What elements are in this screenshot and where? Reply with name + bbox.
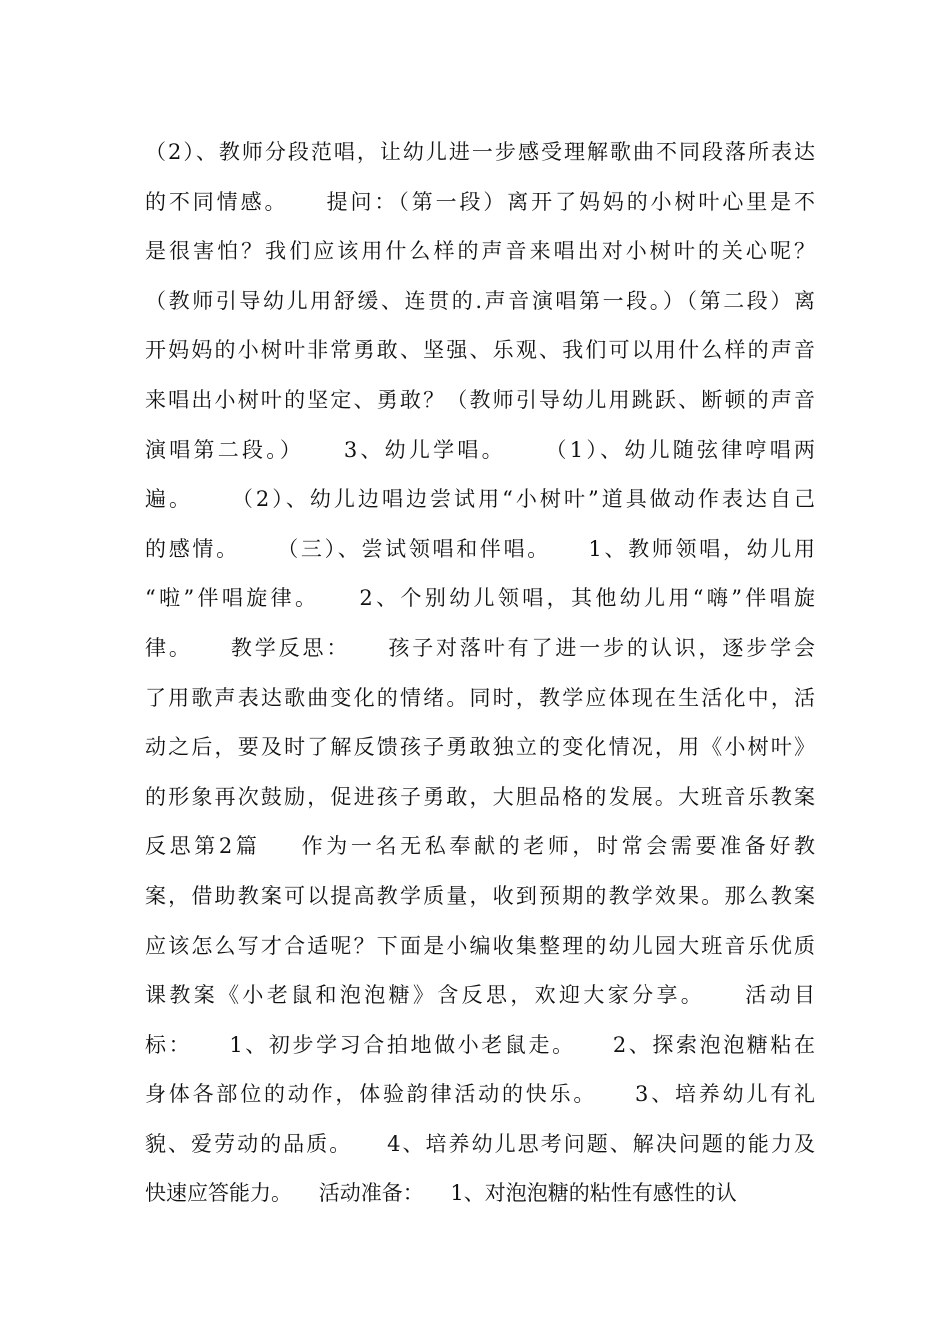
text-line-8: 遍。 （2）、幼儿边唱边尝试用“小树叶”道具做动作表达自己 bbox=[145, 487, 815, 512]
text-line-4: （教师引导幼儿用舒缓、连贯的.声音演唱第一段。）（第二段）离 bbox=[145, 288, 815, 313]
text-line-14: 的形象再次鼓励，促进孩子勇敢，大胆品格的发展。大班音乐教案 bbox=[145, 784, 815, 809]
text-line-21: 貌、爱劳动的品质。 4、培养幼儿思考问题、解决问题的能力及 bbox=[145, 1131, 815, 1156]
text-line-16: 案，借助教案可以提高教学质量，收到预期的教学效果。那么教案 bbox=[145, 883, 815, 908]
text-line-18: 课教案《小老鼠和泡泡糖》含反思，欢迎大家分享。 活动目 bbox=[145, 983, 815, 1008]
text-line-3: 是很害怕？我们应该用什么样的声音来唱出对小树叶的关心呢？ bbox=[145, 239, 815, 264]
text-line-1: （2）、教师分段范唱，让幼儿进一步感受理解歌曲不同段落所表达 bbox=[145, 140, 815, 164]
text-line-19: 标： 1、初步学习合拍地做小老鼠走。 2、探索泡泡糖粘在 bbox=[145, 1032, 815, 1057]
text-line-6: 来唱出小树叶的坚定、勇敢？（教师引导幼儿用跳跃、断顿的声音 bbox=[145, 387, 815, 412]
text-line-15: 反思第2篇 作为一名无私奉献的老师，时常会需要准备好教 bbox=[145, 834, 815, 859]
text-line-2: 的不同情感。 提问：（第一段）离开了妈妈的小树叶心里是不 bbox=[145, 189, 815, 214]
text-line-11: 律。 教学反思： 孩子对落叶有了进一步的认识，逐步学会 bbox=[145, 635, 815, 660]
text-line-5: 开妈妈的小树叶非常勇敢、坚强、乐观、我们可以用什么样的声音 bbox=[145, 338, 815, 363]
text-line-10: “啦”伴唱旋律。 2、个别幼儿领唱，其他幼儿用“嗨”伴唱旋 bbox=[145, 586, 815, 611]
text-line-22: 快速应答能力。 活动准备： 1、对泡泡糖的粘性有感性的认 bbox=[145, 1181, 737, 1206]
text-line-17: 应该怎么写才合适呢？下面是小编收集整理的幼儿园大班音乐优质 bbox=[145, 933, 815, 958]
body-text bbox=[145, 128, 815, 1219]
text-line-13: 动之后，要及时了解反馈孩子勇敢独立的变化情况，用《小树叶》 bbox=[145, 735, 815, 760]
text-line-9: 的感情。 （三）、尝试领唱和伴唱。 1、教师领唱，幼儿用 bbox=[145, 536, 815, 561]
text-line-12: 了用歌声表达歌曲变化的情绪。同时，教学应体现在生活化中，活 bbox=[145, 685, 815, 710]
text-line-7: 演唱第二段。） 3、幼儿学唱。 （1）、幼儿随弦律哼唱两 bbox=[145, 437, 815, 462]
text-line-20: 身体各部位的动作，体验韵律活动的快乐。 3、培养幼儿有礼 bbox=[145, 1082, 815, 1107]
